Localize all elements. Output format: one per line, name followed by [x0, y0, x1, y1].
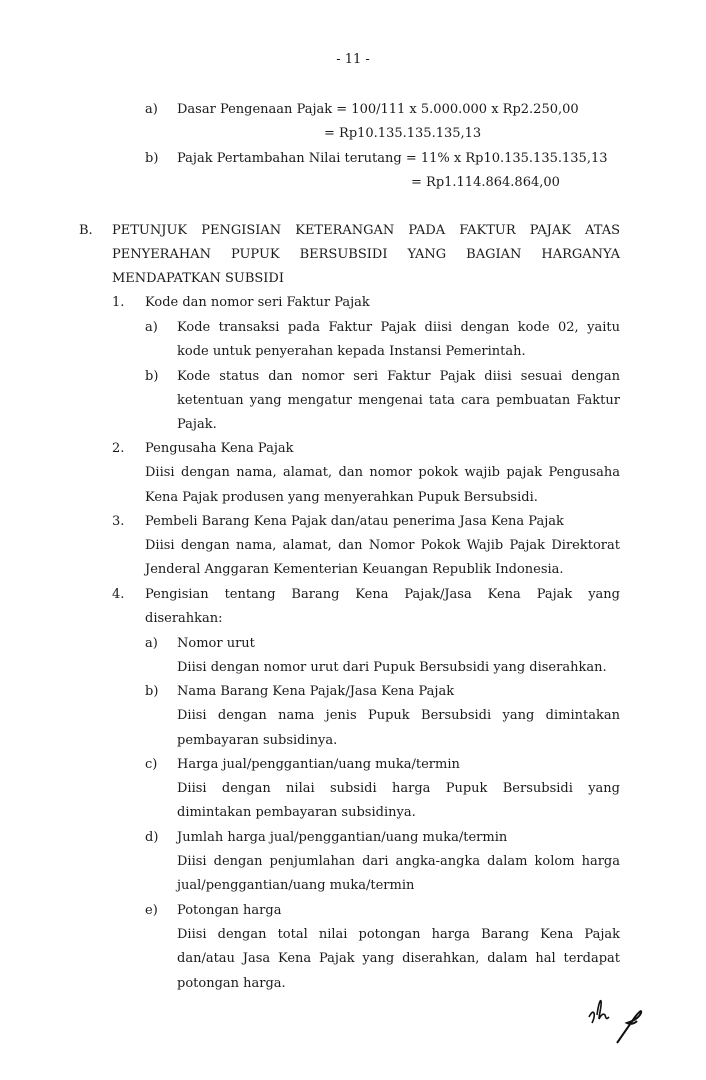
section-label: B.	[79, 223, 93, 238]
paragraph-line: jual/penggantian/uang muka/termin	[177, 878, 415, 893]
list-label: e)	[145, 903, 158, 918]
paragraph-line: Diisi dengan nilai subsidi harga Pupuk Bersubsidi yang	[177, 781, 620, 796]
paragraph-line: Diisi dengan nomor urut dari Pupuk Bersubsidi yang diserahkan.	[177, 660, 607, 675]
calc-ppn: Pajak Pertambahan Nilai terutang = 11% x Rp10.135.135.135,13	[177, 151, 608, 166]
section-title: PETUNJUK PENGISIAN KETERANGAN PADA FAKTUR PAJAK ATAS	[112, 223, 620, 238]
paragraph-line: Pajak.	[177, 417, 217, 432]
paragraph-line: kode untuk penyerahan kepada Instansi Pemerintah.	[177, 344, 526, 359]
item-number: 4.	[112, 587, 125, 602]
list-label: a)	[145, 102, 158, 117]
paragraph-line: dimintakan pembayaran subsidinya.	[177, 805, 416, 820]
item-title: Pengisian tentang Barang Kena Pajak/Jasa Kena Pajak yang	[145, 587, 620, 602]
item-title: Pembeli Barang Kena Pajak dan/atau penerima Jasa Kena Pajak	[145, 514, 564, 529]
item-number: 3.	[112, 514, 125, 529]
paragraph-line: Diisi dengan total nilai potongan harga Barang Kena Pajak	[177, 927, 620, 942]
item-title: Pengusaha Kena Pajak	[145, 441, 294, 456]
list-label: b)	[145, 684, 159, 699]
subitem-title: Nomor urut	[177, 636, 255, 651]
paragraph-line: potongan harga.	[177, 976, 286, 991]
paragraph-line: ketentuan yang mengatur mengenai tata cara pembuatan Faktur	[177, 393, 620, 408]
paragraph-line: Jenderal Anggaran Kementerian Keuangan Republik Indonesia.	[145, 562, 564, 577]
item-title: diserahkan:	[145, 611, 223, 626]
paragraph-line: Diisi dengan nama jenis Pupuk Bersubsidi yang dimintakan	[177, 708, 620, 723]
initials-signature	[585, 995, 655, 1045]
list-label: b)	[145, 151, 159, 166]
list-label: a)	[145, 320, 158, 335]
subitem-title: Harga jual/penggantian/uang muka/termin	[177, 757, 460, 772]
item-number: 1.	[112, 295, 125, 310]
paragraph-line: pembayaran subsidinya.	[177, 733, 338, 748]
calc-dpp-result: = Rp10.135.135.135,13	[324, 126, 482, 141]
list-label: b)	[145, 369, 159, 384]
subitem-title: Nama Barang Kena Pajak/Jasa Kena Pajak	[177, 684, 455, 699]
paragraph-line: Diisi dengan nama, alamat, dan nomor pokok wajib pajak Pengusaha	[145, 465, 620, 480]
list-label: c)	[145, 757, 158, 772]
calc-dpp: Dasar Pengenaan Pajak = 100/111 x 5.000.000 x Rp2.250,00	[177, 102, 579, 117]
subitem-title: Potongan harga	[177, 903, 282, 918]
calc-ppn-result: = Rp1.114.864.864,00	[411, 175, 560, 190]
list-label: a)	[145, 636, 158, 651]
item-title: Kode dan nomor seri Faktur Pajak	[145, 295, 370, 310]
subitem-title: Jumlah harga jual/penggantian/uang muka/termin	[177, 830, 508, 845]
section-title: MENDAPATKAN SUBSIDI	[112, 271, 284, 286]
section-title: PENYERAHAN PUPUK BERSUBSIDI YANG BAGIAN HARGANYA	[112, 247, 620, 262]
page-number: - 11 -	[336, 52, 370, 67]
paragraph-line: Kode status dan nomor seri Faktur Pajak diisi sesuai dengan	[177, 369, 620, 384]
paragraph-line: Kode transaksi pada Faktur Pajak diisi dengan kode 02, yaitu	[177, 320, 620, 335]
paragraph-line: Diisi dengan nama, alamat, dan Nomor Pokok Wajib Pajak Direktorat	[145, 538, 620, 553]
list-label: d)	[145, 830, 159, 845]
paragraph-line: Diisi dengan penjumlahan dari angka-angka dalam kolom harga	[177, 854, 620, 869]
paragraph-line: Kena Pajak produsen yang menyerahkan Pupuk Bersubsidi.	[145, 490, 538, 505]
paragraph-line: dan/atau Jasa Kena Pajak yang diserahkan, dalam hal terdapat	[177, 951, 620, 966]
item-number: 2.	[112, 441, 125, 456]
